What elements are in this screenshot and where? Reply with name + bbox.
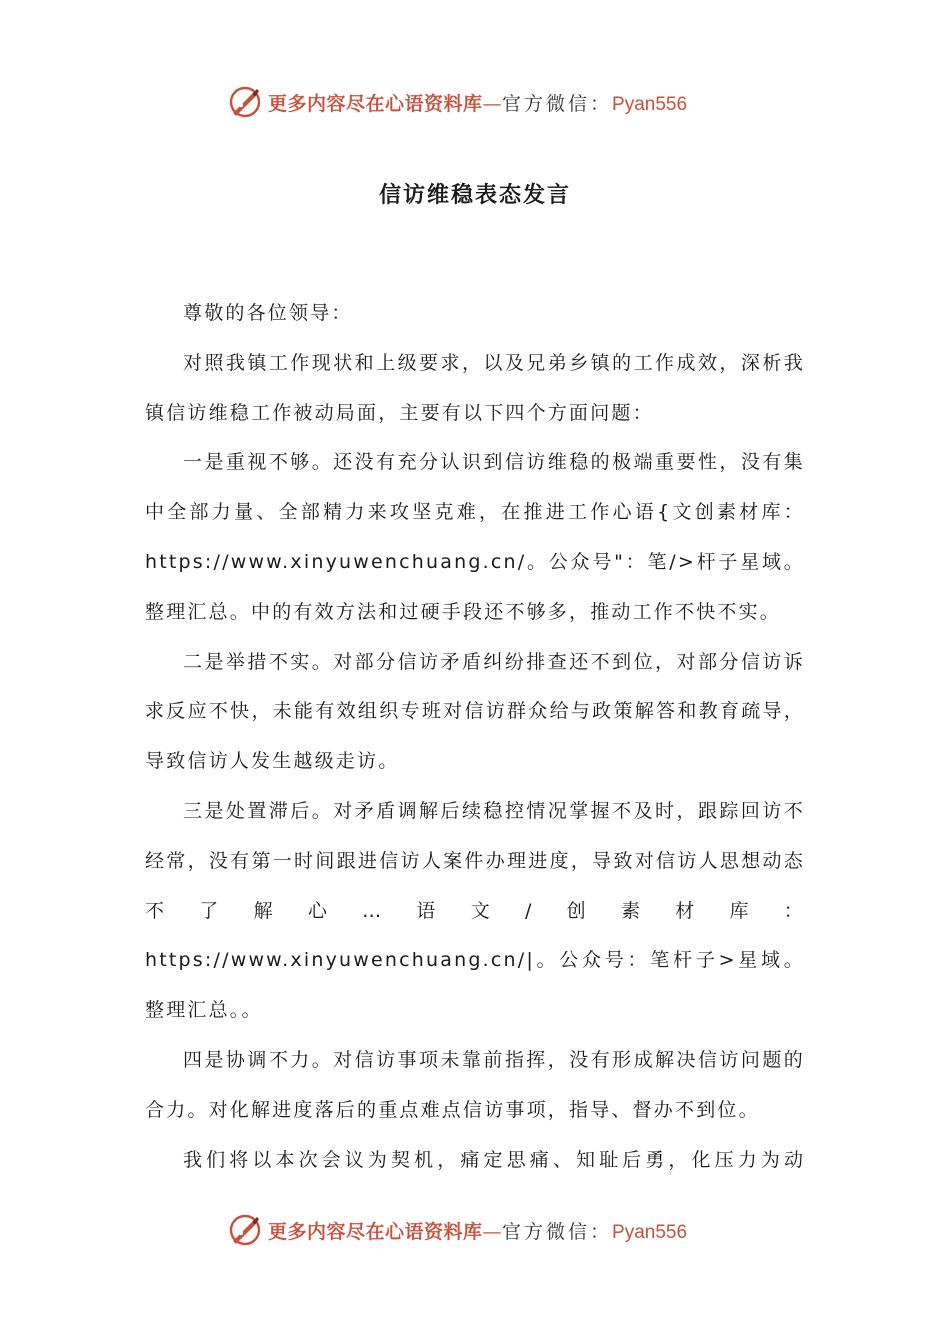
document-body: [145, 289, 805, 1185]
paragraph-closing: 我们将以本次会议为契机，痛定思痛、知耻后勇，化压力为动: [183, 1148, 805, 1171]
pen-circle-logo-icon: [228, 85, 262, 119]
footer-banner: [228, 1212, 748, 1248]
banner-dash: —: [482, 92, 503, 115]
document-title: 信访维稳表态发言: [378, 183, 571, 208]
paragraph-issue-2: 二是举措不实。对部分信访矛盾纠纷排查还不到位，对部分信访诉求反应不快，未能有效组织专班对信访群众给与政策解答和教育疏导，导致信访人发生越级走访。: [145, 650, 805, 773]
header-banner: [228, 84, 748, 120]
banner-text: [268, 89, 687, 116]
banner-text: [268, 1217, 687, 1244]
banner-wechat-label: 官方微信：: [502, 1220, 613, 1243]
pen-circle-logo-icon: [228, 1213, 262, 1247]
paragraph-issue-3: 三是处置滞后。对矛盾调解后续稳控情况掌握不及时，跟踪回访不经常，没有第一时间跟进信访人案件办理进度，导致对信访人思想动态不了解心…语文/创素材库：https://www.xinyuwenchuang.cn/|。公众号：笔杆子>星域。整理汇总。。: [145, 799, 805, 1022]
banner-wechat-id: Pyan556: [612, 93, 688, 115]
paragraph-salutation: 尊敬的各位领导：: [183, 302, 353, 324]
paragraph-issue-1: 一是重视不够。还没有充分认识到信访维稳的极端重要性，没有集中全部力量、全部精力来攻坚克难，在推进工作心语{文创素材库：https://www.xinyuwenchuang.cn/。公众号"：笔/>杆子星域。整理汇总。中的有效方法和过硬手段还不够多，推动工作不快不实。: [145, 451, 805, 623]
paragraph-issue-4: 四是协调不力。对信访事项未靠前指挥，没有形成解决信访问题的合力。对化解进度落后的重点难点信访事项，指导、督办不到位。: [145, 1048, 805, 1121]
banner-library-name: 更多内容尽在心语资料库: [268, 1220, 483, 1243]
banner-dash: —: [482, 1220, 503, 1243]
paragraph-intro: 对照我镇工作现状和上级要求，以及兄弟乡镇的工作成效，深析我镇信访维稳工作被动局面，主要有以下四个方面问题：: [145, 351, 805, 424]
banner-wechat-id: Pyan556: [612, 1221, 688, 1243]
banner-wechat-label: 官方微信：: [502, 92, 613, 115]
banner-library-name: 更多内容尽在心语资料库: [268, 92, 483, 115]
